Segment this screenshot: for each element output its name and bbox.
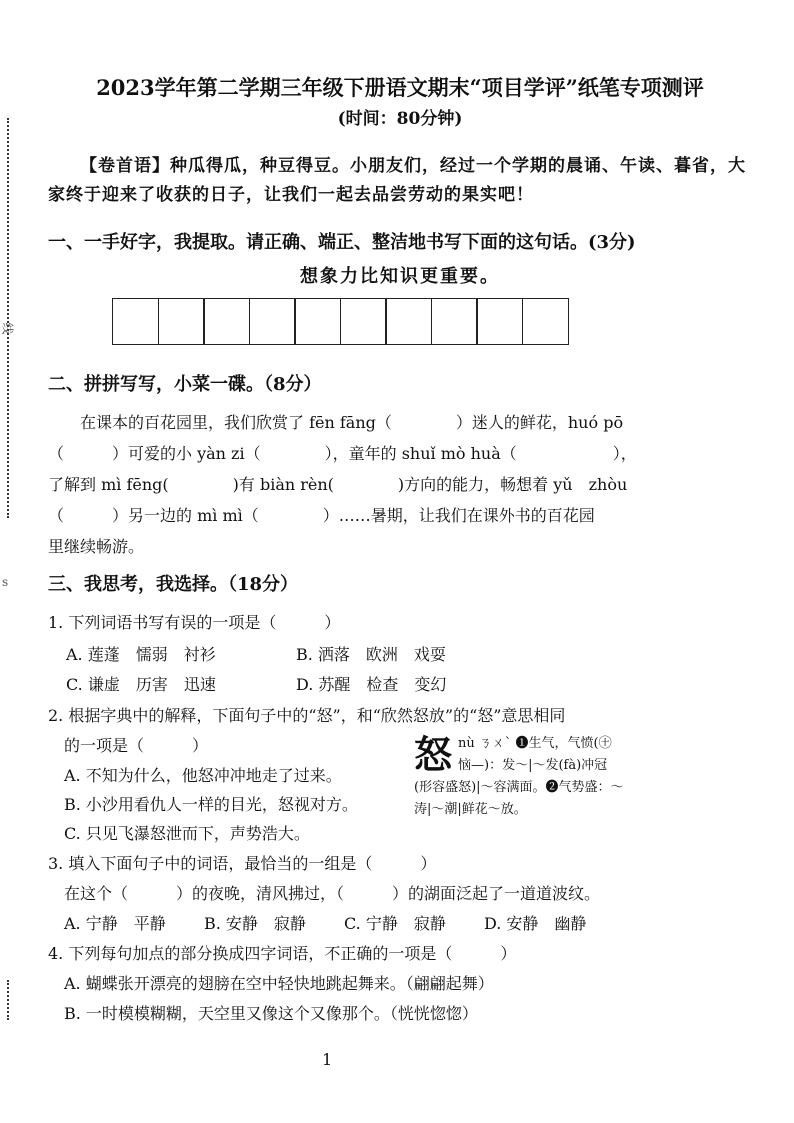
q3-2-option-a[interactable]: A. 不知为什么，他怒冲冲地走了过来。 — [64, 766, 342, 785]
q1-sentence: 想象力比知识更重要。 — [300, 266, 500, 287]
q2-line-1: 在课本的百花园里，我们欣赏了 fēn fāng（ ）迷人的鲜花，huó pō — [48, 413, 624, 432]
page-subtitle: (时间：80分钟) — [337, 109, 463, 129]
q3-3-stem: 3. 填入下面句子中的词语，最恰当的一组是（ ） — [48, 854, 437, 873]
q2-line-2: （ ）可爱的小 yàn zi（ ），童年的 shuǐ mò huà（ ）， — [48, 444, 637, 463]
writing-box[interactable] — [431, 298, 478, 345]
q3-1-option-d[interactable]: D. 苏醒 检查 变幻 — [296, 675, 447, 694]
q3-3-option-b[interactable]: B. 安静 寂静 — [204, 914, 306, 933]
q3-2-stem-2: 的一项是（ ） — [64, 736, 209, 755]
writing-grid[interactable] — [112, 298, 567, 345]
writing-box[interactable] — [340, 298, 387, 345]
q2-line-4: （ ）另一边的 mì mì（ ）……暑期，让我们在课外书的百花园 — [48, 506, 595, 525]
writing-box[interactable] — [522, 298, 569, 345]
writing-box[interactable] — [476, 298, 523, 345]
q3-2-option-b[interactable]: B. 小沙用看仇人一样的目光，怒视对方。 — [64, 795, 358, 814]
writing-box[interactable] — [112, 298, 159, 345]
q3-1-option-a[interactable]: A. 莲蓬 懦弱 衬衫 — [66, 645, 216, 664]
q2-heading: 二、拼拼写写，小菜一碟。（8分） — [48, 374, 322, 395]
q3-3-option-c[interactable]: C. 宁静 寂静 — [344, 914, 446, 933]
q3-3-option-a[interactable]: A. 宁静 平静 — [64, 914, 166, 933]
writing-box[interactable] — [294, 298, 341, 345]
q3-3-option-d[interactable]: D. 安静 幽静 — [484, 914, 587, 933]
q3-1-option-c[interactable]: C. 谦虚 历害 迅速 — [66, 675, 216, 694]
q3-1-stem: 1. 下列词语书写有误的一项是（ ） — [48, 613, 341, 632]
dictionary-entry — [414, 733, 624, 821]
q2-line-5: 里继续畅游。 — [48, 537, 145, 556]
q3-4-stem: 4. 下列每句加点的部分换成四字词语，不正确的一项是（ ） — [48, 944, 517, 963]
binding-mark: 线 — [0, 322, 15, 335]
page-title: 2023学年第二学期三年级下册语文期末“项目学评”纸笔专项测评 — [96, 75, 704, 100]
q3-3-sentence: 在这个（ ）的夜晚，清风拂过，（ ）的湖面泛起了一道道波纹。 — [64, 884, 601, 903]
binding-mark-2: s — [2, 575, 9, 589]
q3-2-option-c[interactable]: C. 只见飞瀑怒泄而下，声势浩大。 — [64, 824, 310, 843]
dictionary-text: nù ㄋㄨˋ ❶生气，气愤(㊉恼—)：发～|～发(fà)冲冠(形容盛怒)|～容满面。❷气势盛：～涛|～潮|鲜花～放。 — [414, 736, 624, 817]
writing-box[interactable] — [203, 298, 250, 345]
q3-1-option-b[interactable]: B. 洒落 欧洲 戏耍 — [296, 645, 446, 664]
writing-box[interactable] — [385, 298, 432, 345]
page-number: 1 — [322, 1050, 333, 1069]
binding-dotted-line-lower — [7, 980, 9, 1020]
writing-box[interactable] — [158, 298, 205, 345]
writing-box[interactable] — [249, 298, 296, 345]
q3-heading: 三、我思考，我选择。（18分） — [48, 574, 299, 595]
q2-line-3: 了解到 mì fēng( )有 biàn rèn( )方向的能力，畅想着 yǔ zhòu — [48, 475, 628, 494]
binding-dotted-line — [7, 118, 9, 518]
q1-heading: 一、一手好字，我提取。请正确、端正、整洁地书写下面的这句话。(3分) — [48, 232, 636, 253]
q3-4-option-b[interactable]: B. 一时模模糊糊，天空里又像这个又像那个。（恍恍惚惚） — [64, 1004, 478, 1023]
q3-2-stem: 2. 根据字典中的解释，下面句子中的“怒”，和“欣然怒放”的“怒”意思相同 — [48, 706, 566, 725]
q3-4-option-a[interactable]: A. 蝴蝶张开漂亮的翅膀在空中轻快地跳起舞来。（翩翩起舞） — [64, 974, 494, 993]
intro-text: 【卷首语】种瓜得瓜，种豆得豆。小朋友们，经过一个学期的晨诵、午读、暮省，大家终于迎来了收获的日子，让我们一起去品尝劳动的果实吧！ — [48, 156, 746, 205]
dictionary-char: 怒 — [414, 732, 453, 777]
